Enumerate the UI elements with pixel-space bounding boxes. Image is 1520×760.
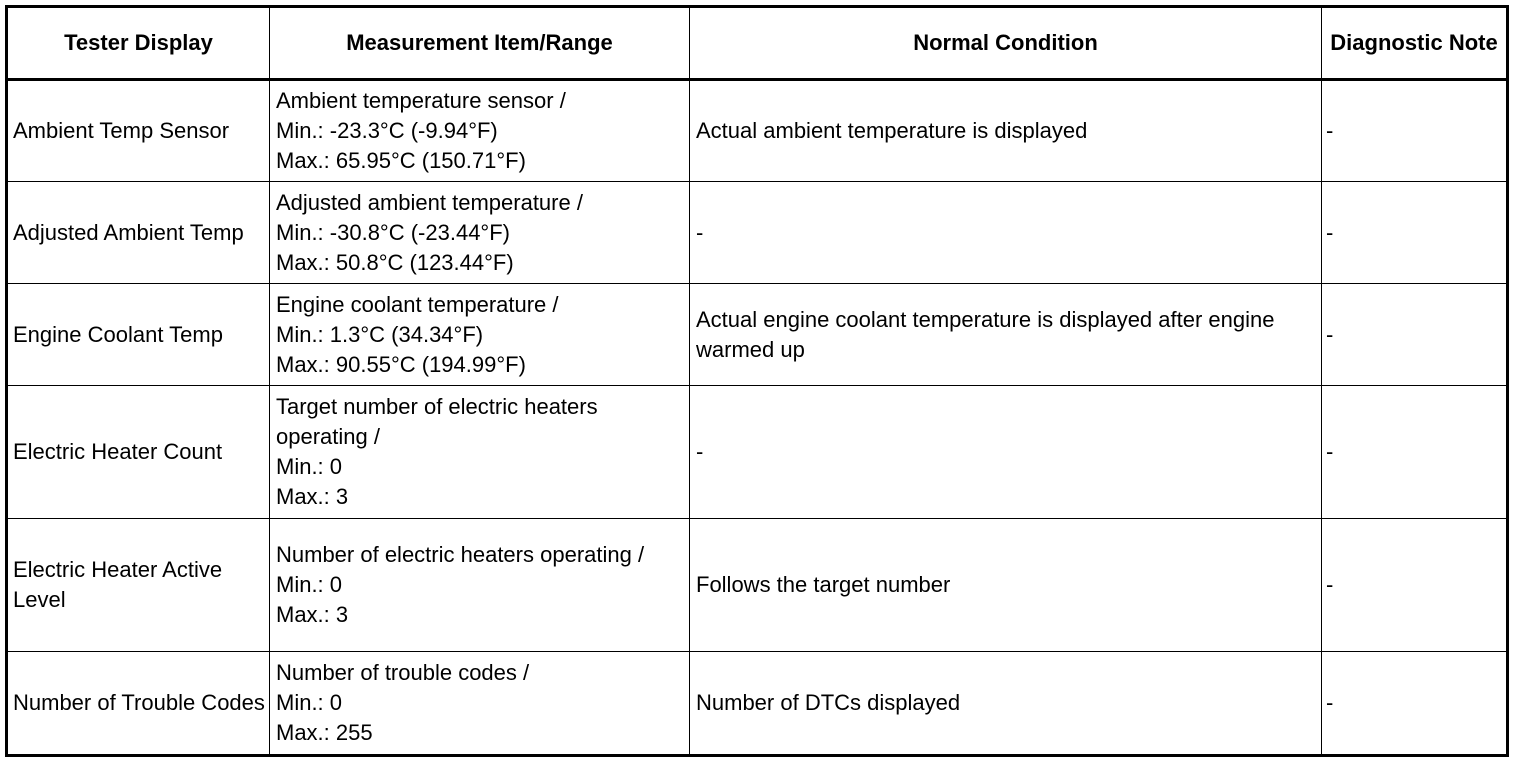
cell-diagnostic-note: - [1322,652,1508,756]
cell-measurement: Adjusted ambient temperature / Min.: -30.8°C (-23.44°F) Max.: 50.8°C (123.44°F) [270,182,690,284]
cell-diagnostic-note: - [1322,182,1508,284]
cell-measurement: Number of electric heaters operating / Min.: 0 Max.: 3 [270,519,690,652]
cell-diagnostic-note: - [1322,386,1508,519]
cell-tester-display: Engine Coolant Temp [7,284,270,386]
header-diagnostic-note: Diagnostic Note [1322,7,1508,80]
data-list-table [5,5,1509,757]
table-row [7,80,1508,182]
cell-normal-condition: - [690,386,1322,519]
cell-normal-condition: - [690,182,1322,284]
cell-diagnostic-note: - [1322,519,1508,652]
cell-normal-condition: Actual engine coolant temperature is displayed after engine warmed up [690,284,1322,386]
cell-normal-condition: Actual ambient temperature is displayed [690,80,1322,182]
cell-tester-display: Electric Heater Active Level [7,519,270,652]
cell-tester-display: Ambient Temp Sensor [7,80,270,182]
table-row [7,519,1508,652]
cell-tester-display: Electric Heater Count [7,386,270,519]
cell-diagnostic-note: - [1322,284,1508,386]
cell-measurement: Target number of electric heaters operating / Min.: 0 Max.: 3 [270,386,690,519]
header-measurement: Measurement Item/Range [270,7,690,80]
cell-normal-condition: Number of DTCs displayed [690,652,1322,756]
table-row [7,182,1508,284]
cell-tester-display: Number of Trouble Codes [7,652,270,756]
cell-diagnostic-note: - [1322,80,1508,182]
cell-tester-display: Adjusted Ambient Temp [7,182,270,284]
cell-measurement: Number of trouble codes / Min.: 0 Max.: 255 [270,652,690,756]
header-normal-condition: Normal Condition [690,7,1322,80]
cell-measurement: Engine coolant temperature / Min.: 1.3°C (34.34°F) Max.: 90.55°C (194.99°F) [270,284,690,386]
table-row [7,386,1508,519]
header-tester-display: Tester Display [7,7,270,80]
cell-measurement: Ambient temperature sensor / Min.: -23.3°C (-9.94°F) Max.: 65.95°C (150.71°F) [270,80,690,182]
cell-normal-condition: Follows the target number [690,519,1322,652]
table-row [7,652,1508,756]
table-row [7,284,1508,386]
header-row [7,7,1508,80]
